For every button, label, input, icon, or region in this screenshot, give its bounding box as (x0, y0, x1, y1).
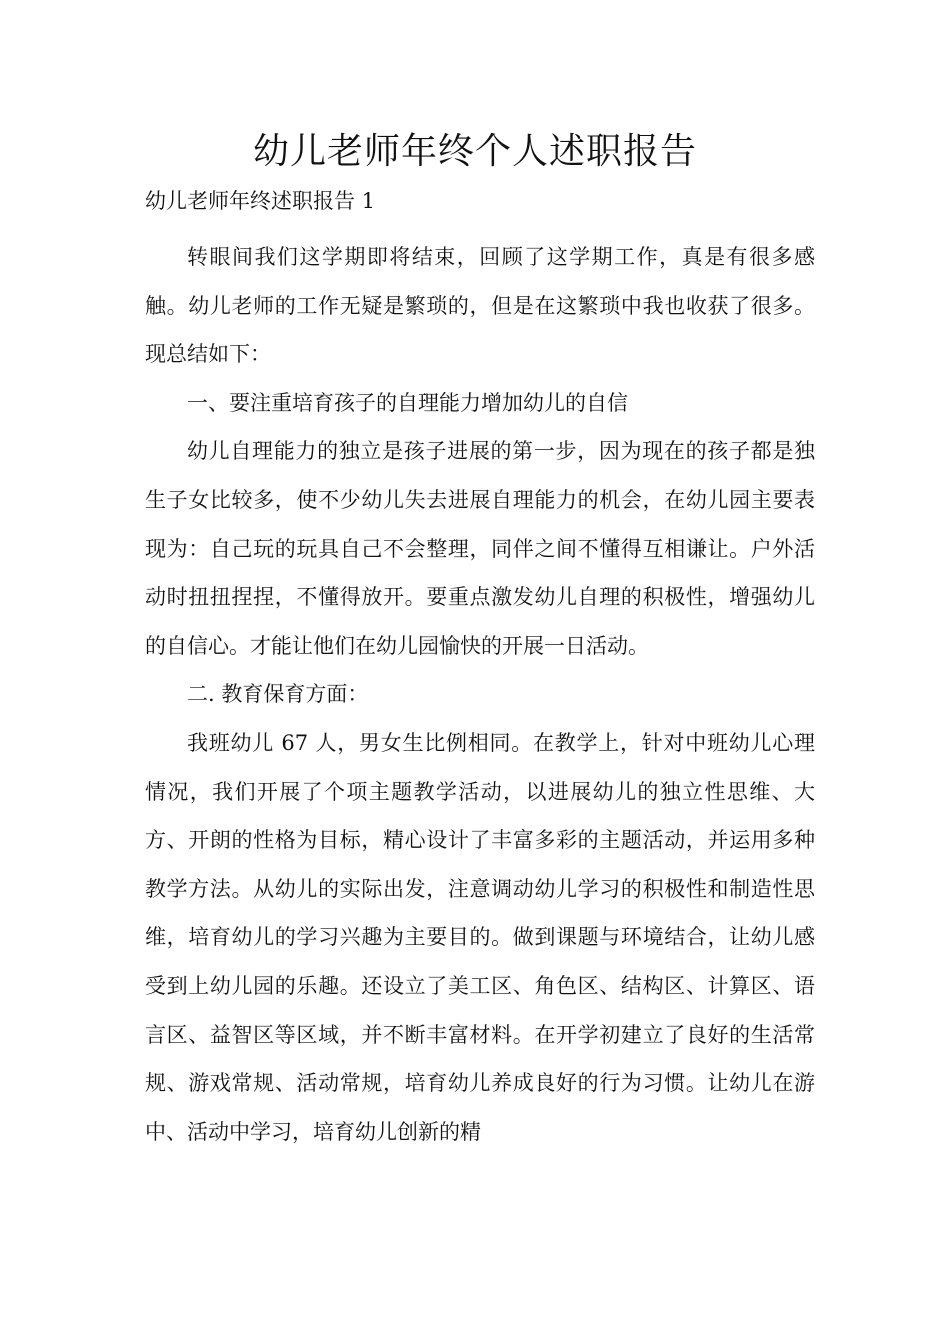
document-title: 幼儿老师年终个人述职报告 (252, 131, 697, 172)
paragraph-self-care: 幼儿自理能力的独立是孩子进展的第一步，因为现在的孩子都是独生子女比较多，使不少幼儿失去进展自理能力的机会，在幼儿园主要表现为：自己玩的玩具自己不会整理，同伴之间不懂得互相谦让。户外活动时扭扭捏捏，不懂得放开。要重点激发幼儿自理的积极性，增强幼儿的自信心。才能让他们在幼儿园愉快的开展一日活动。 (145, 439, 815, 658)
document-subtitle: 幼儿老师年终述职报告 1 (145, 189, 376, 213)
paragraph-intro: 转眼间我们这学期即将结束，回顾了这学期工作，真是有很多感触。幼儿老师的工作无疑是繁琐的，但是在这繁琐中我也收获了很多。现总结如下： (145, 245, 815, 367)
section-heading-2: 二. 教育保育方面： (187, 682, 369, 707)
paragraph-education: 我班幼儿 67 人，男女生比例相同。在教学上，针对中班幼儿心理情况，我们开展了个项主题教学活动，以进展幼儿的独立性思维、大方、开朗的性格为目标，精心设计了丰富多彩的主题活动，并运用多种教学方法。从幼儿的实际出发，注意调动幼儿学习的积极性和制造性思维，培育幼儿的学习兴趣为主要目的。做到课题与环境结合，让幼儿感受到上幼儿园的乐趣。还设立了美工区、角色区、结构区、计算区、语言区、益智区等区域，并不断丰富材料。在开学初建立了良好的生活常规、游戏常规、活动常规，培育幼儿养成良好的行为习惯。让幼儿在游中、活动中学习，培育幼儿创新的精 (145, 730, 815, 1144)
document-body (145, 233, 815, 1156)
section-heading-1: 一、要注重培育孩子的自理能力增加幼儿的自信 (187, 390, 628, 415)
